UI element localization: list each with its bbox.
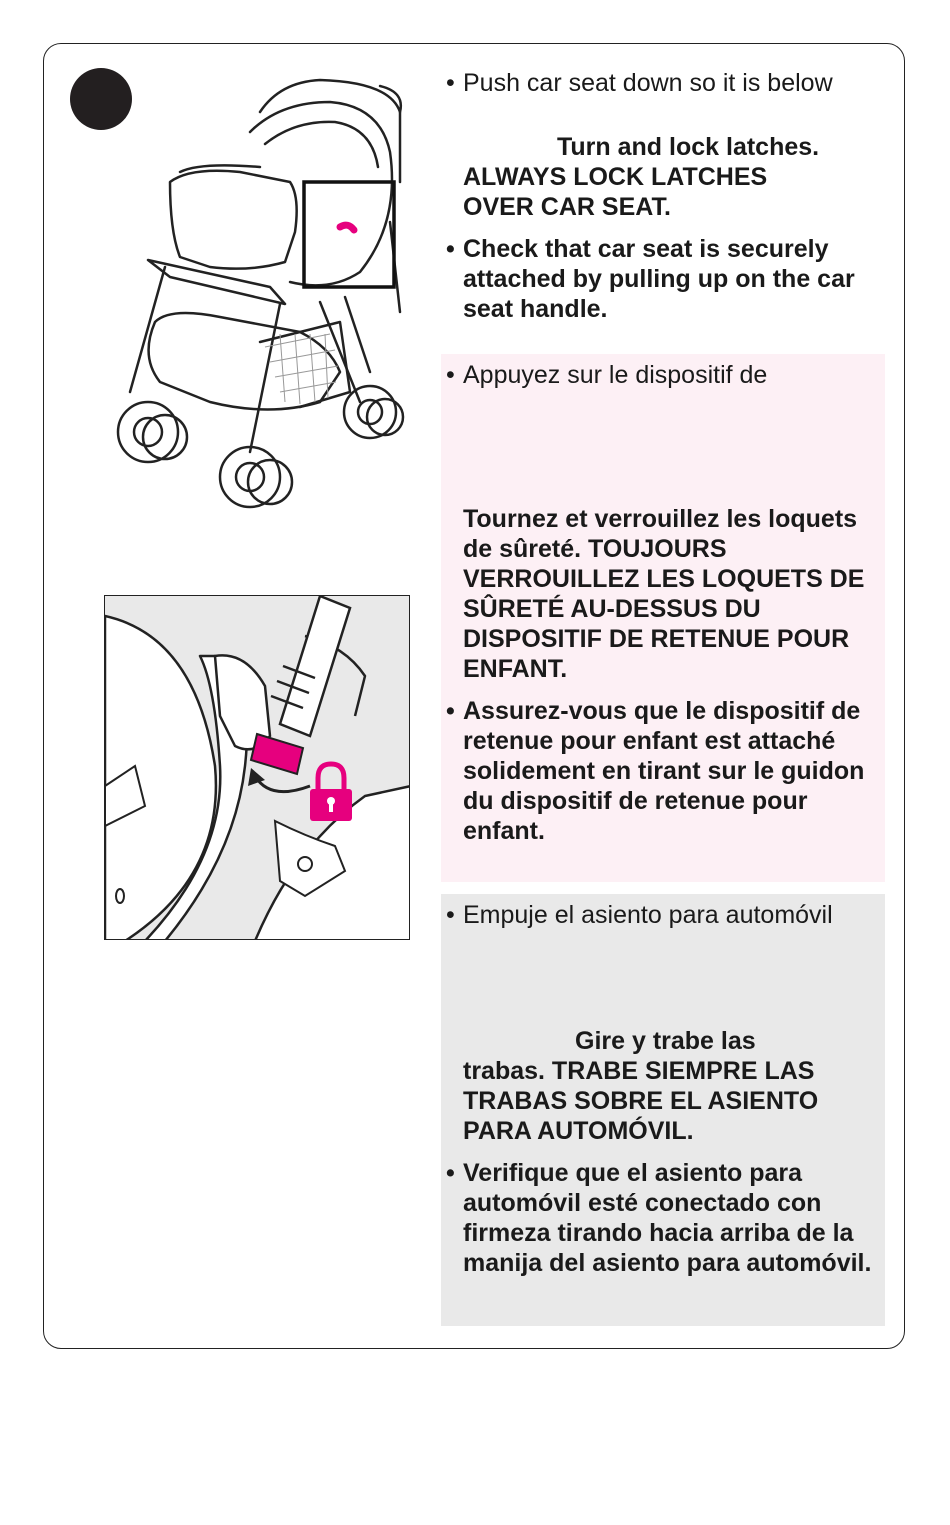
spanish-check-instruction: • Verifique que el asiento para automóvil esté conectado con firmeza tirando hacia arriba de la manija del asiento para automóvil. [446,1159,872,1277]
french-latch-instruction: Tournez et verrouillez les loquets de sûreté. TOUJOURS VERROUILLEZ LES LOQUETS DE SÛRETÉ AU-DESSUS DU DISPOSITIF DE RETENUE POUR ENFANT. [463,505,865,683]
padlock-icon [310,764,352,821]
spanish-section [441,894,885,1326]
english-check-instruction: • Check that car seat is securely attached by pulling up on the car seat handle. [446,235,855,323]
french-step-line: • Appuyez sur le dispositif de [446,361,768,389]
english-latch-instruction: Turn and lock latches. ALWAYS LOCK LATCHES OVER CAR SEAT. [463,133,820,221]
english-step-line: • Push car seat down so it is below [446,69,833,97]
latch-detail-illustration [104,595,410,940]
stroller-with-car-seat-illustration [100,72,420,532]
french-section [441,354,885,882]
french-check-instruction: • Assurez-vous que le dispositif de retenue pour enfant est attaché solidement en tirant sur le guidon du dispositif de retenue pour enfant. [446,697,865,845]
spanish-latch-instruction: Gire y trabe las trabas. TRABE SIEMPRE LAS TRABAS SOBRE EL ASIENTO PARA AUTOMÓVIL. [463,1027,819,1145]
spanish-step-line: • Empuje el asiento para automóvil [446,901,833,929]
english-section [441,62,885,352]
